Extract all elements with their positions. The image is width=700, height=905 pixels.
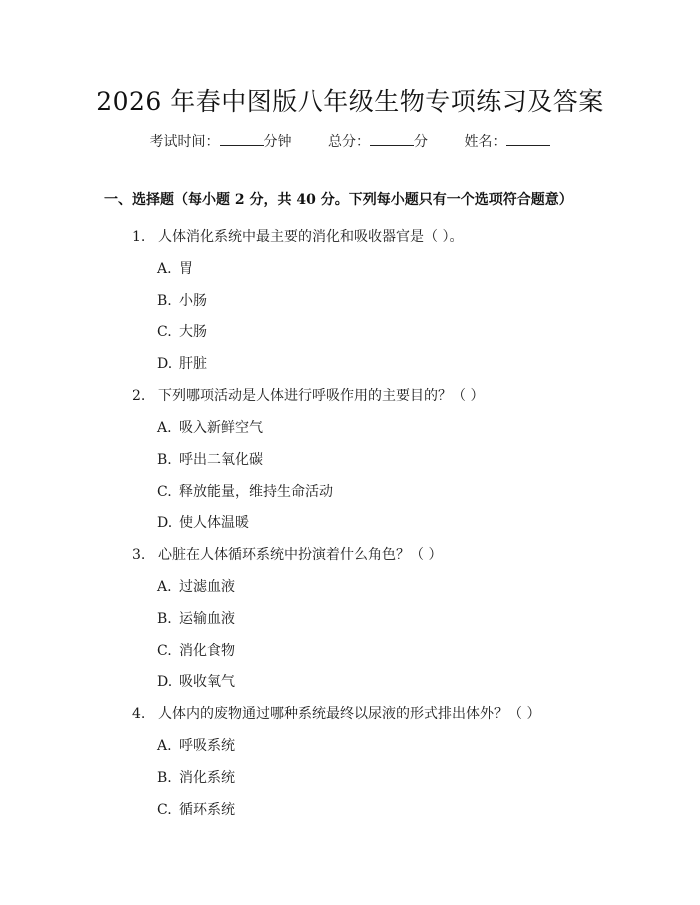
question-3 bbox=[132, 544, 442, 564]
student-name-label: 姓名： bbox=[464, 134, 507, 150]
total-score-label: 总分： bbox=[328, 134, 370, 150]
question-2 bbox=[132, 385, 484, 405]
option-key: C. bbox=[157, 324, 172, 340]
question-text: 人体消化系统中最主要的消化和吸收器官是（ ）。 bbox=[158, 229, 464, 245]
question-1 bbox=[132, 226, 463, 246]
option-key: D. bbox=[157, 356, 173, 372]
option-text: 循环系统 bbox=[179, 802, 235, 818]
question-2-option-d bbox=[157, 512, 249, 532]
exam-time-label: 考试时间： bbox=[149, 134, 220, 150]
option-key: A. bbox=[157, 420, 172, 436]
question-number: 4. bbox=[132, 706, 146, 722]
question-3-option-b bbox=[157, 608, 235, 628]
option-text: 小肠 bbox=[179, 293, 207, 309]
option-key: C. bbox=[157, 802, 172, 818]
question-3-option-d bbox=[157, 671, 235, 691]
exam-time-blank bbox=[220, 133, 264, 146]
total-score-blank bbox=[370, 133, 414, 146]
option-key: A. bbox=[157, 261, 172, 277]
exam-time-field bbox=[150, 131, 292, 151]
option-key: C. bbox=[157, 484, 172, 500]
question-2-option-b bbox=[157, 449, 263, 469]
option-text: 消化系统 bbox=[179, 770, 235, 786]
option-key: A. bbox=[157, 579, 172, 595]
question-1-option-c bbox=[157, 321, 207, 341]
option-key: B. bbox=[157, 611, 172, 627]
option-text: 过滤血液 bbox=[179, 579, 235, 595]
option-key: B. bbox=[157, 293, 172, 309]
total-score-unit: 分 bbox=[414, 134, 428, 150]
question-number: 2. bbox=[132, 388, 146, 404]
exam-time-unit: 分钟 bbox=[263, 134, 292, 150]
option-key: D. bbox=[157, 515, 173, 531]
page-title: 2026 年春中图版八年级生物专项练习及答案 bbox=[96, 87, 604, 116]
option-key: B. bbox=[157, 770, 172, 786]
question-2-option-a bbox=[157, 417, 263, 437]
question-text: 人体内的废物通过哪种系统最终以尿液的形式排出体外？（ ） bbox=[158, 706, 541, 722]
question-1-option-d bbox=[157, 353, 207, 373]
option-key: A. bbox=[157, 738, 172, 754]
question-1-option-a bbox=[157, 258, 193, 278]
option-key: B. bbox=[157, 452, 172, 468]
question-number: 1. bbox=[132, 229, 146, 245]
question-4-option-c bbox=[157, 799, 235, 819]
question-3-option-c bbox=[157, 640, 235, 660]
option-text: 吸收氧气 bbox=[179, 674, 235, 690]
question-4-option-a bbox=[157, 735, 235, 755]
section-heading: 一、选择题（每小题 2 分，共 40 分。下列每小题只有一个选项符合题意） bbox=[104, 192, 573, 208]
question-number: 3. bbox=[132, 547, 146, 563]
question-3-option-a bbox=[157, 576, 235, 596]
option-key: D. bbox=[157, 674, 173, 690]
question-4 bbox=[132, 703, 540, 723]
option-text: 消化食物 bbox=[179, 643, 235, 659]
option-text: 吸入新鲜空气 bbox=[179, 420, 263, 436]
option-key: C. bbox=[157, 643, 172, 659]
exam-info-line bbox=[0, 131, 700, 151]
option-text: 大肠 bbox=[179, 324, 207, 340]
option-text: 呼吸系统 bbox=[179, 738, 235, 754]
option-text: 胃 bbox=[179, 261, 193, 277]
student-name-blank bbox=[506, 133, 550, 146]
question-text: 心脏在人体循环系统中扮演着什么角色？（ ） bbox=[158, 547, 443, 563]
total-score-field bbox=[328, 131, 428, 151]
option-text: 运输血液 bbox=[179, 611, 235, 627]
question-text: 下列哪项活动是人体进行呼吸作用的主要目的？（ ） bbox=[158, 388, 485, 404]
option-text: 呼出二氧化碳 bbox=[179, 452, 263, 468]
option-text: 释放能量，维持生命活动 bbox=[179, 484, 333, 500]
question-2-option-c bbox=[157, 481, 333, 501]
option-text: 使人体温暖 bbox=[179, 515, 249, 531]
student-name-field bbox=[464, 131, 550, 151]
question-1-option-b bbox=[157, 290, 207, 310]
question-4-option-b bbox=[157, 767, 235, 787]
option-text: 肝脏 bbox=[179, 356, 207, 372]
